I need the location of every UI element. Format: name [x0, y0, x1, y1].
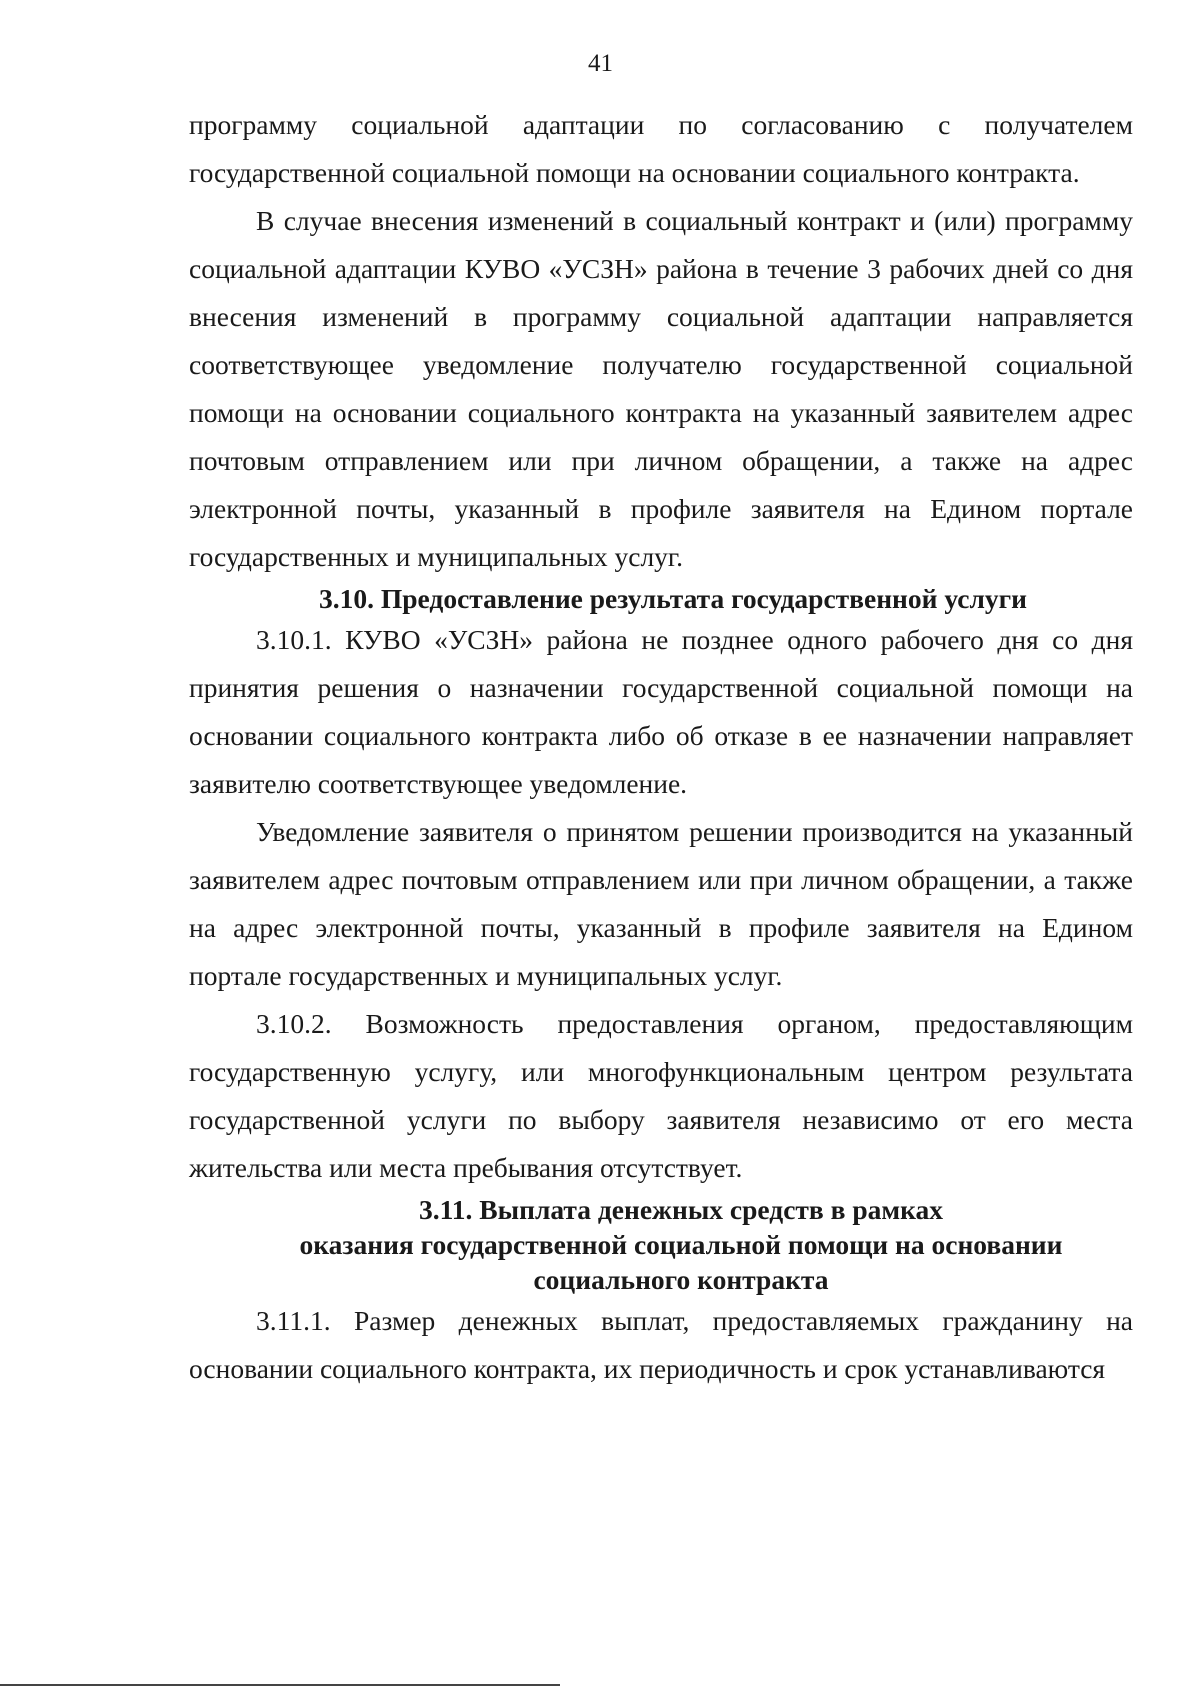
paragraph-3-10-2: 3.10.2. Возможность предоставления органом, предоставляющим государственную услугу, или многофункциональным центром результата государственной услуги по выбору заявителя независимо от его места жительства или места пребывания отсутствует.	[189, 1008, 1133, 1183]
paragraph-3-10-1: 3.10.1. КУВО «УСЗН» района не позднее одного рабочего дня со дня принятия решения о назначении государственной социальной помощи на основании социального контракта либо об отказе в ее назначении направляет заявителю соответствующее уведомление.	[189, 624, 1133, 799]
section-heading-3-11-line3: социального контракта	[533, 1264, 829, 1295]
paragraph-notification: Уведомление заявителя о принятом решении производится на указанный заявителем адрес почтовым отправлением или при личном обращении, а также на адрес электронной почты, указанный в профиле заявителя на Едином портале государственных и муниципальных услуг.	[189, 816, 1133, 991]
paragraph-continuation: программу социальной адаптации по согласованию с получателем государственной социальной помощи на основании социального контракта.	[189, 109, 1133, 188]
paragraph-contract-changes: В случае внесения изменений в социальный контракт и (или) программу социальной адаптации КУВО «УСЗН» района в течение 3 рабочих дней со дня внесения изменений в программу социальной адаптации направляется соответствующее уведомление получателю государственной социальной помощи на основании социального контракта на указанный заявителем адрес почтовым отправлением или при личном обращении, а также на адрес электронной почты, указанный в профиле заявителя на Едином портале государственных и муниципальных услуг.	[189, 205, 1133, 572]
footer-rule	[0, 1684, 560, 1686]
paragraph-3-11-1: 3.11.1. Размер денежных выплат, предоставляемых гражданину на основании социального контракта, их периодичность и срок устанавливаются	[189, 1305, 1133, 1384]
section-heading-3-10: 3.10. Предоставление результата государственной услуги	[319, 583, 1027, 614]
page-number: 41	[588, 50, 613, 77]
page-content	[189, 101, 1133, 1393]
section-heading-3-11-line1: 3.11. Выплата денежных средств в рамках	[418, 1194, 944, 1225]
section-heading-3-11	[189, 1192, 1133, 1297]
section-heading-3-11-line2: оказания государственной социальной помощи на основании	[299, 1229, 1063, 1260]
